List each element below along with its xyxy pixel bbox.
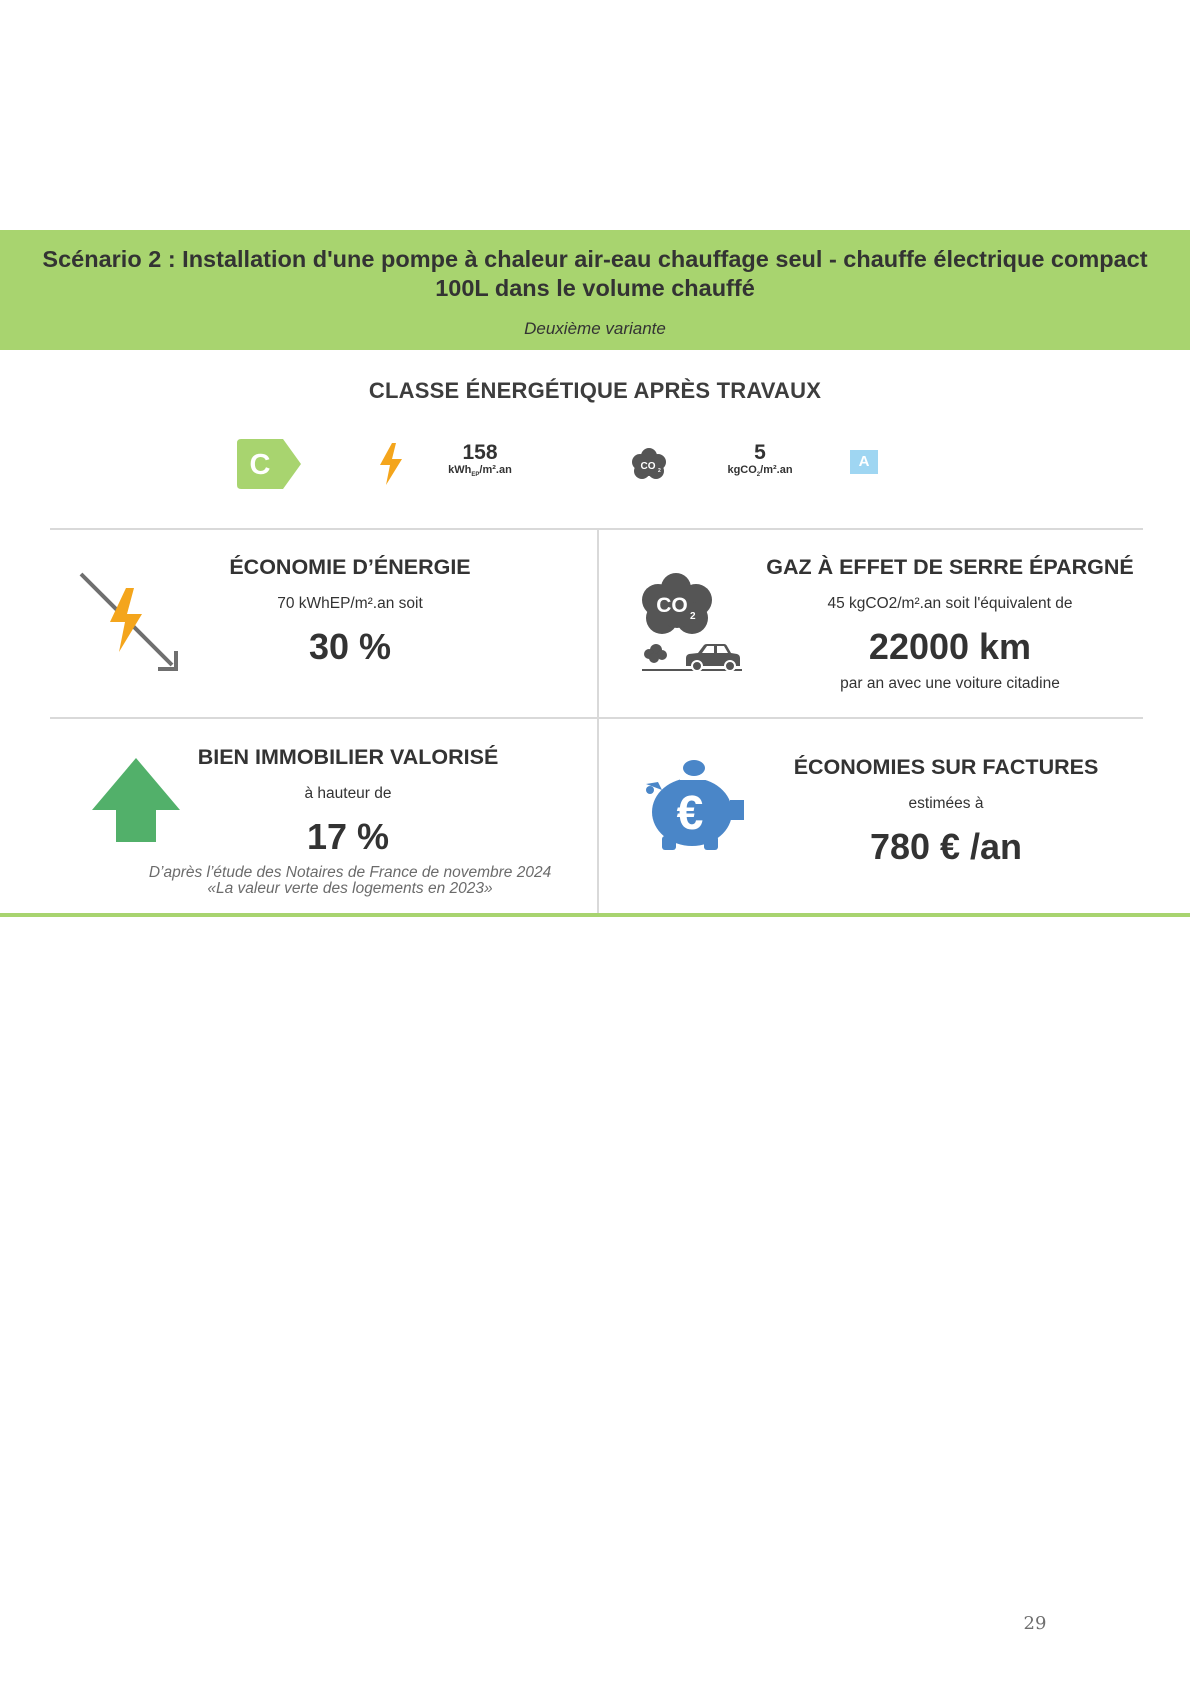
svg-text:2: 2 xyxy=(690,611,696,622)
energy-class-label xyxy=(237,439,303,489)
property-value-source: D’après l’étude des Notaires de France de novembre 2024 «La valeur verte des logements en 2023» xyxy=(148,864,552,897)
energy-consumption-unit: kWh$_{EP}$/m².an xyxy=(448,464,512,479)
bill-savings-title: ÉCONOMIES SUR FACTURES xyxy=(793,755,1099,779)
scenario-subtitle: Deuxième variante xyxy=(524,319,666,338)
bill-savings-value: 780 € /an xyxy=(869,826,1023,867)
climate-class-label: A xyxy=(850,450,878,474)
energy-saving-title: ÉCONOMIE D’ÉNERGIE xyxy=(229,555,471,579)
svg-text:2: 2 xyxy=(658,468,661,474)
ghg-saved-footnote: par an avec une voiture citadine xyxy=(840,675,1060,692)
svg-text:CO: CO xyxy=(640,461,656,472)
energy-class-row xyxy=(0,430,1190,500)
scenario-title: Scénario 2 : Installation d'une pompe à chaleur air-eau chauffage seul - chauffe électrique compact 100L dans le volume chauffé xyxy=(42,246,1148,301)
car-icon xyxy=(642,636,744,672)
ghg-saved-value: 22000 km xyxy=(868,626,1032,667)
piggy-bank-euro-icon xyxy=(642,756,744,852)
energy-consumption-value: 158 xyxy=(462,441,498,464)
scenario-banner xyxy=(0,230,1190,350)
co2-cloud-icon xyxy=(640,572,716,638)
svg-text:€: € xyxy=(676,787,704,840)
energy-class-title: CLASSE ÉNERGÉTIQUE APRÈS TRAVAUX xyxy=(368,378,822,403)
ghg-saved-text: 45 kgCO2/m².an soit l'équivalent de xyxy=(827,595,1073,612)
energy-class-letter: C xyxy=(249,449,271,481)
ghg-saved-title: GAZ À EFFET DE SERRE ÉPARGNÉ xyxy=(766,555,1134,579)
lightning-icon xyxy=(378,443,404,485)
page-number: 29 xyxy=(1023,1613,1047,1634)
divider xyxy=(0,913,1190,917)
svg-text:CO: CO xyxy=(656,594,688,617)
climate-unit: kgCO$_2$/m².an xyxy=(727,464,793,479)
energy-saving-text: 70 kWhEP/m².an soit xyxy=(277,595,423,612)
energy-saving-value: 30 % xyxy=(308,626,392,667)
climate-value: 5 xyxy=(754,441,766,464)
property-value-text: à hauteur de xyxy=(304,785,392,802)
property-value-title: BIEN IMMOBILIER VALORISÉ xyxy=(197,745,499,769)
co2-cloud-icon xyxy=(631,447,667,481)
bill-savings-text: estimées à xyxy=(908,795,984,812)
divider xyxy=(597,529,599,913)
property-value-value: 17 % xyxy=(306,816,390,857)
